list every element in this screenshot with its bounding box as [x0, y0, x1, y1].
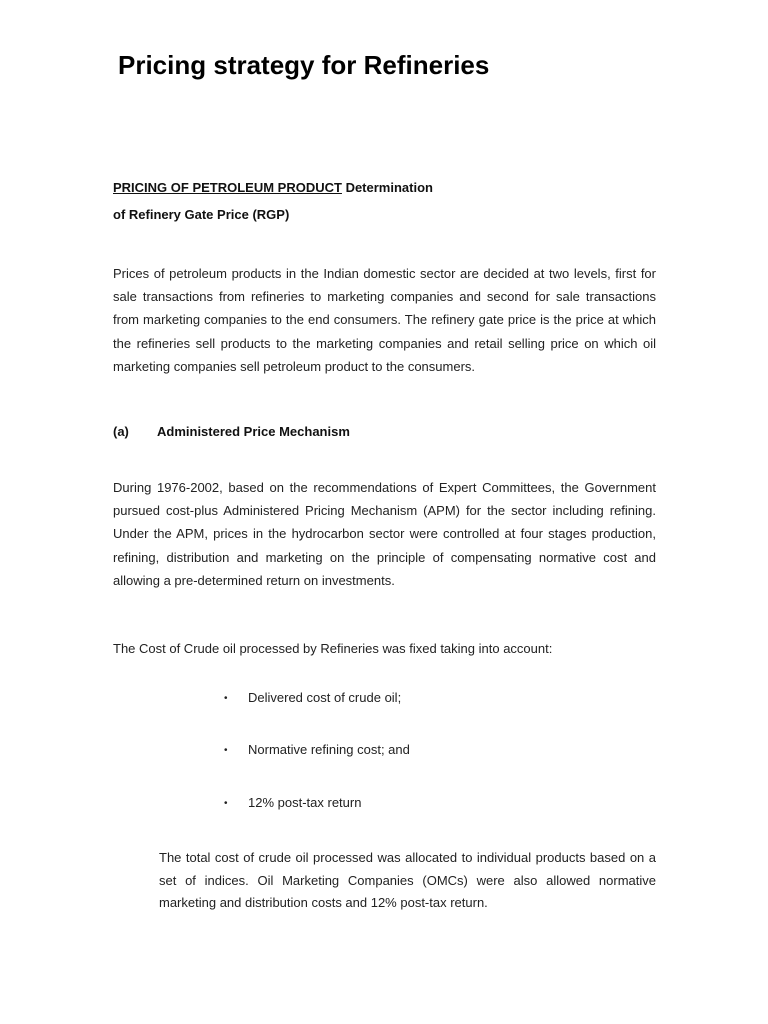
apm-paragraph: During 1976-2002, based on the recommendations of Expert Committees, the Government pursued cost-plus Administered Pricing Mechanism (APM) for the sector including refining. Under the APM, prices in the hydrocarbon sector were controlled at four stages production, refining, distribution and marketing on the principle of compensating normative cost and allowing a pre-determined return on investments. — [113, 480, 656, 588]
document-title: Pricing strategy for Refineries — [118, 50, 490, 80]
heading-rest-text: Determination — [341, 180, 433, 195]
subsection-title: Administered Price Mechanism — [157, 424, 350, 439]
bullet-icon: • — [224, 693, 228, 704]
list-item-text: Normative refining cost; and — [248, 742, 410, 757]
list-item-text: 12% post-tax return — [248, 795, 362, 810]
list-item — [224, 742, 410, 757]
heading-underlined-text: PRICING OF PETROLEUM PRODUCT — [113, 180, 342, 195]
section-heading-line-1 — [113, 180, 433, 195]
intro-paragraph: Prices of petroleum products in the Indian domestic sector are decided at two levels, first for sale transactions from refineries to marketing companies and second for sale transactions from marketing companies to the end consumers. The refinery gate price is the price at which the refineries sell products to the marketing companies and retail selling price on which oil marketing companies sell petroleum product to the consumers. — [113, 266, 656, 374]
bullet-icon: • — [224, 798, 228, 809]
subsection-heading — [113, 424, 350, 439]
list-item-text: Delivered cost of crude oil; — [248, 690, 402, 705]
closing-paragraph: The total cost of crude oil processed was allocated to individual products based on a set of indices. Oil Marketing Companies (OMCs) were also allowed normative marketing and distribution costs and 12% post-tax return. — [159, 850, 656, 910]
section-heading-line-2: of Refinery Gate Price (RGP) — [113, 207, 290, 222]
list-item — [224, 690, 401, 705]
subsection-marker: (a) — [113, 424, 129, 439]
bullet-icon: • — [224, 745, 228, 756]
crude-cost-intro: The Cost of Crude oil processed by Refineries was fixed taking into account: — [113, 641, 553, 656]
list-item — [224, 795, 361, 810]
